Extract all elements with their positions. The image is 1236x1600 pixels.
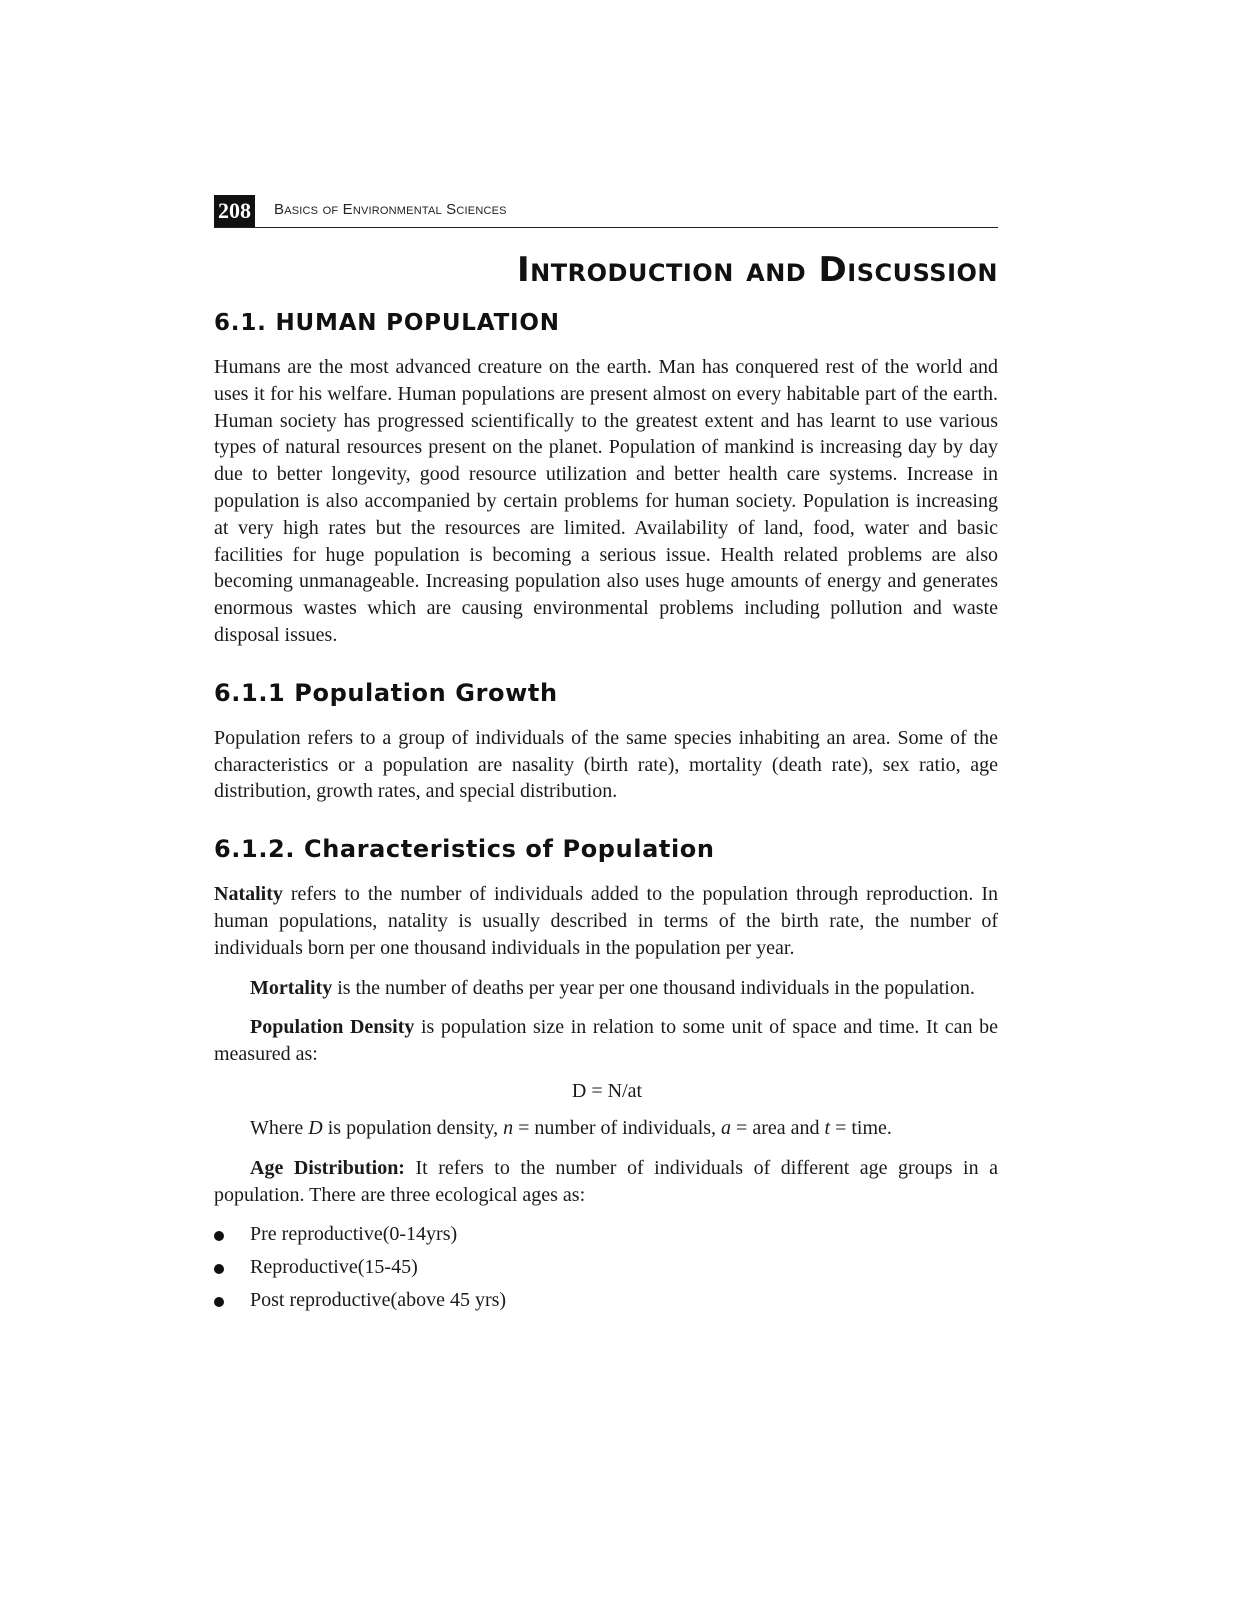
list-item: [214, 1251, 998, 1284]
book-page: [214, 195, 998, 1317]
age-distribution-paragraph: [214, 1155, 998, 1209]
section-heading-characteristics: 6.1.2. Characteristics of Population: [214, 835, 715, 864]
age-distribution-term: Age Distribution:: [250, 1156, 405, 1179]
chapter-title: Introduction and Discussion: [516, 250, 998, 290]
bullet-icon: [214, 1297, 224, 1307]
where-text-5: = time.: [830, 1116, 892, 1139]
list-item-label: Post reproductive(above 45 yrs): [250, 1289, 507, 1312]
population-growth-paragraph: Population refers to a group of individuals of the same species inhabiting an area. Some of the characteristics or a population are nasality (birth rate), mortality (death rate), sex ratio, age distribution, growth rates, and special distribution.: [214, 726, 998, 803]
list-item: [214, 1284, 998, 1317]
age-distribution-text: It refers to the number of individuals of different age groups in a population. There are three ecological ages as:: [214, 1156, 998, 1206]
var-d: D: [308, 1116, 323, 1139]
where-text-1: Where: [250, 1116, 309, 1139]
density-text: is population size in relation to some unit of space and time. It can be measured as:: [214, 1016, 998, 1066]
mortality-text: is the number of deaths per year per one thousand individuals in the population.: [332, 976, 975, 999]
section-heading-human-population: 6.1. HUMAN POPULATION: [214, 310, 560, 336]
var-n: n: [503, 1116, 514, 1139]
human-population-paragraph: Humans are the most advanced creature on the earth. Man has conquered rest of the world and uses it for his welfare. Human populations are present almost on every habitable part of the earth. Human society has progressed scientifically to the greatest extent and has learnt to use various types of natural resources present on the planet. Population of mankind is increasing day by day due to better longevity, good resource utilization and better health care systems. Increase in population is also accompanied by certain problems for human society. Population is increasing at very high rates but the resources are limited. Availability of land, food, water and basic facilities for huge population is becoming a serious issue. Health related problems are also becoming unmanageable. Increasing population also uses huge amounts of energy and generates enormous wastes which are causing environmental problems including pollution and waste disposal issues.: [214, 356, 998, 646]
list-item-label: Pre reproductive(0-14yrs): [250, 1223, 458, 1246]
bullet-icon: [214, 1264, 224, 1274]
bullet-icon: [214, 1231, 224, 1241]
var-t: t: [824, 1116, 831, 1139]
where-text-4: = area and: [731, 1116, 825, 1139]
mortality-paragraph: [214, 975, 998, 1002]
density-paragraph: [214, 1014, 998, 1068]
age-groups-list: [214, 1218, 998, 1317]
density-term: Population Density: [250, 1016, 415, 1039]
section-heading-population-growth: 6.1.1 Population Growth: [214, 678, 558, 707]
natality-term: Natality: [214, 883, 283, 906]
natality-paragraph: [214, 881, 998, 961]
book-title: Basics of Environmental Sciences: [274, 201, 507, 218]
mortality-term: Mortality: [250, 976, 333, 999]
natality-text: refers to the number of individuals added to the population through reproduction. In human populations, natality is usually described in terms of the birth rate, the number of individuals born per one thousand individuals in the population per year.: [214, 883, 998, 959]
formula-explanation: [214, 1115, 998, 1142]
page-number: 208: [214, 195, 255, 227]
list-item: [214, 1218, 998, 1251]
where-text-2: is population density,: [322, 1116, 504, 1139]
var-a: a: [721, 1116, 732, 1139]
where-text-3: = number of individuals,: [513, 1116, 722, 1139]
list-item-label: Reproductive(15-45): [250, 1256, 418, 1279]
running-head: [214, 195, 998, 228]
density-formula: D = N/at: [571, 1079, 643, 1102]
